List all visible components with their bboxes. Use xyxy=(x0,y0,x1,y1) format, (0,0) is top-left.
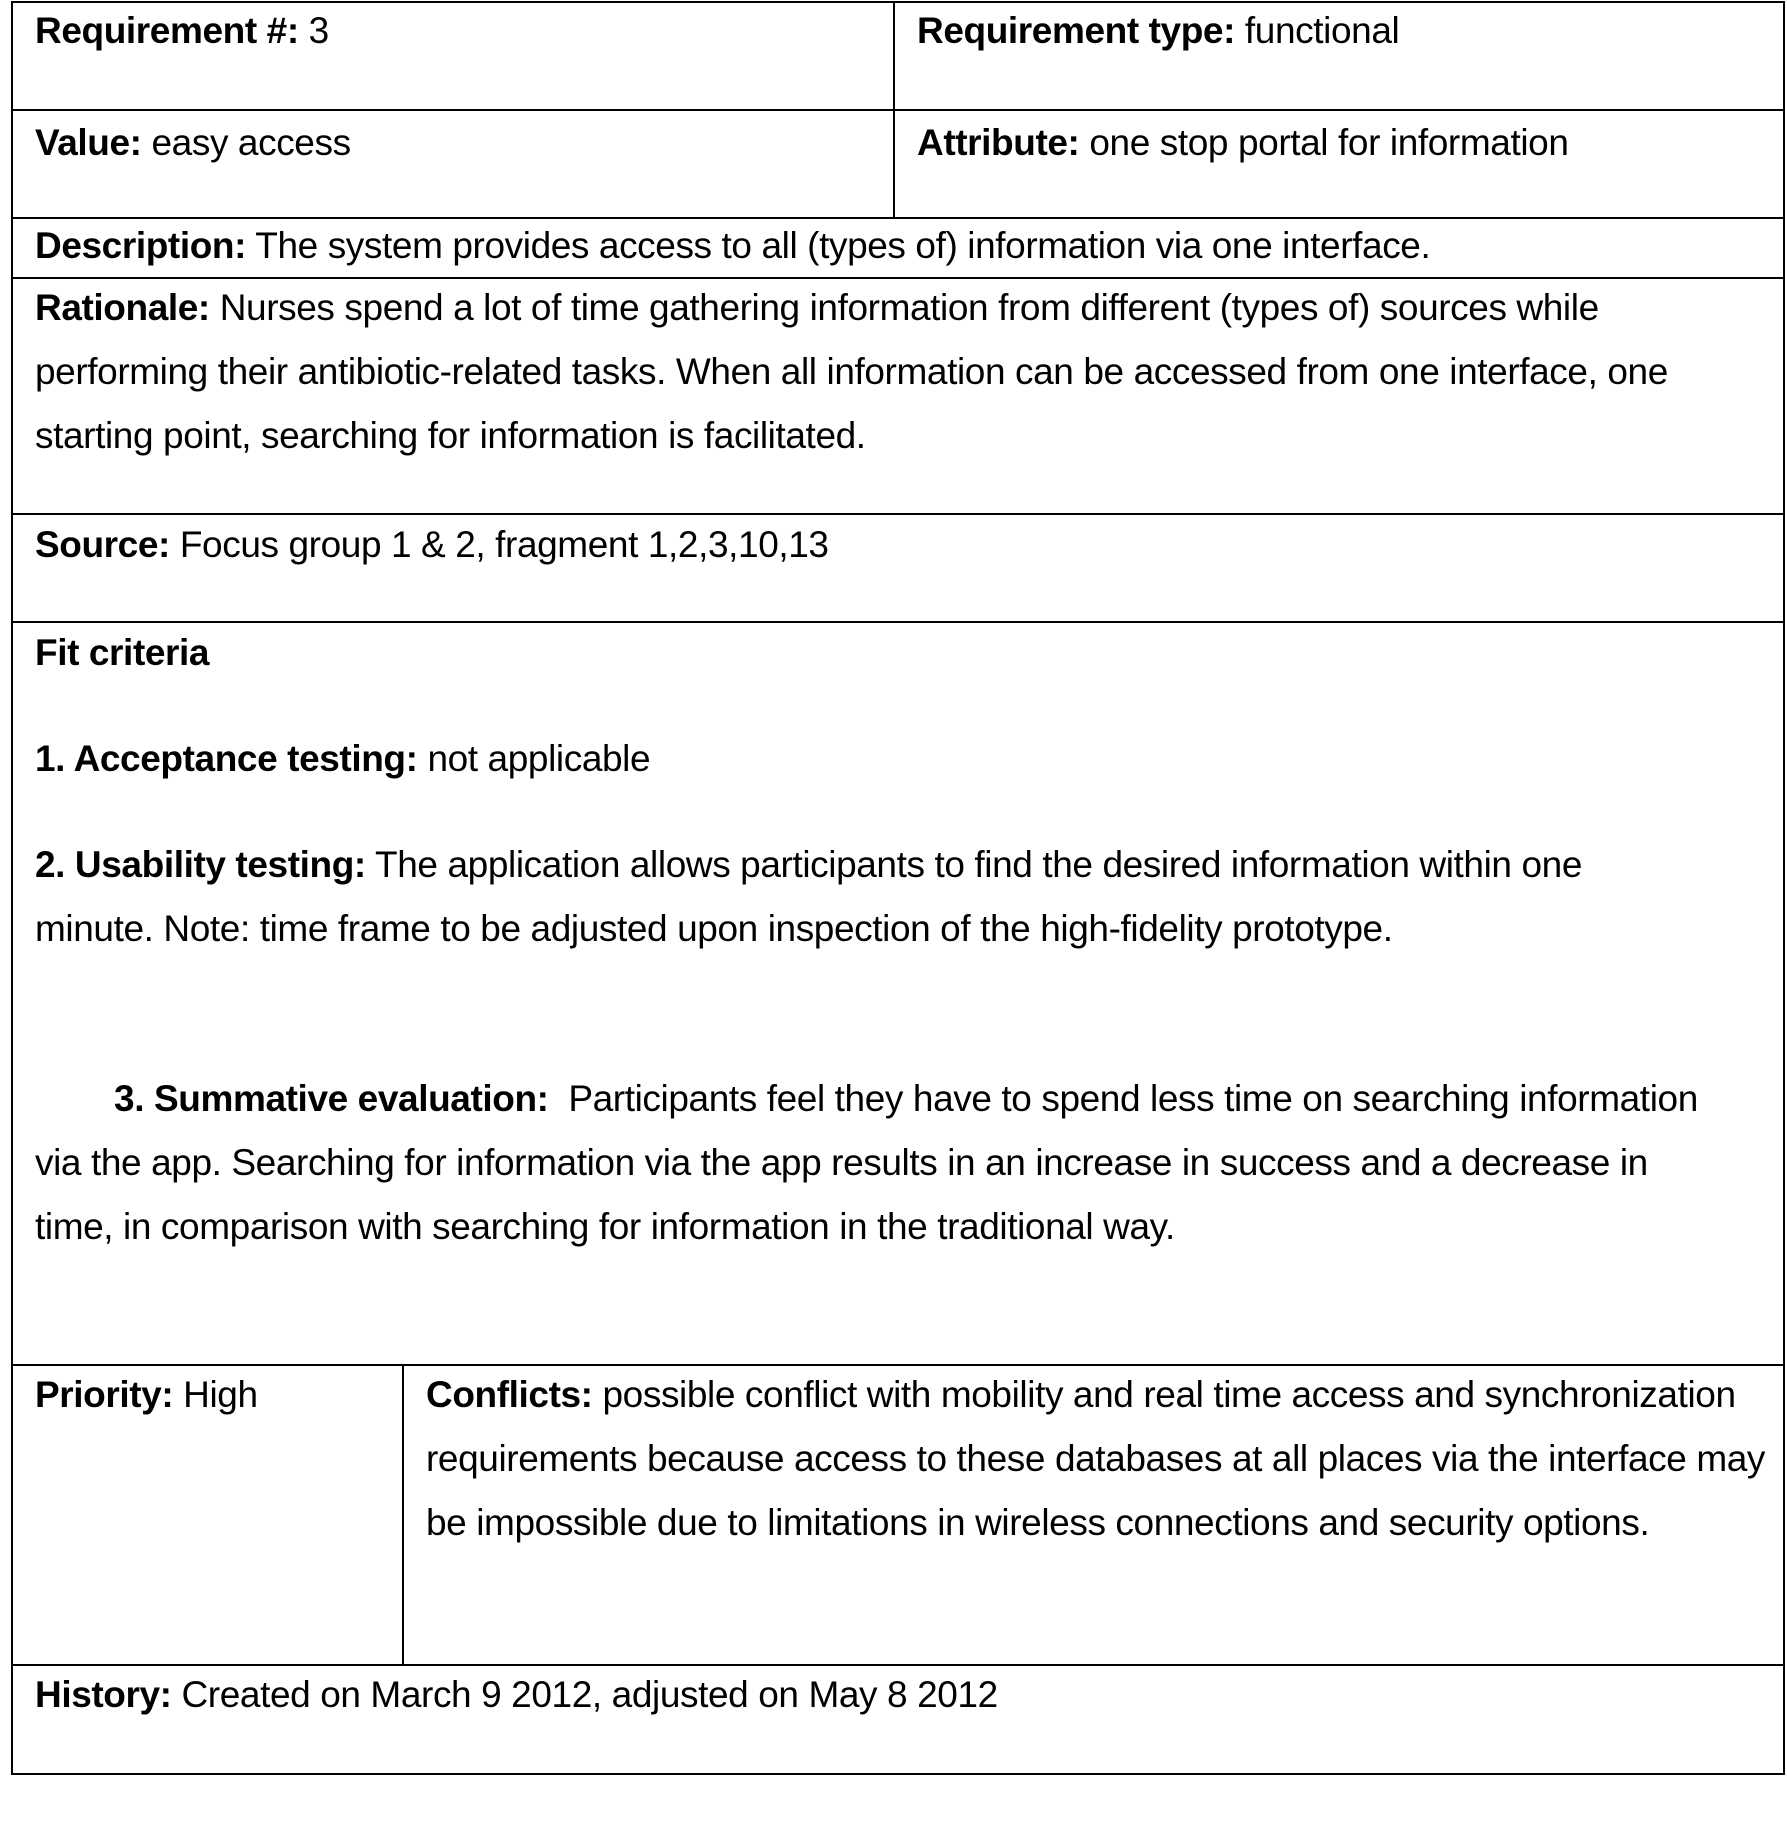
cell-attribute xyxy=(893,111,1783,217)
requirement-type-label: Requirement type: xyxy=(917,10,1236,51)
requirement-table xyxy=(11,1,1785,1775)
cell-description xyxy=(13,219,1783,277)
row-requirement xyxy=(13,1,1783,111)
fit-criteria-item-usability xyxy=(35,833,1723,961)
attribute-value: one stop portal for information xyxy=(1079,122,1569,163)
acceptance-testing-value: not applicable xyxy=(417,738,651,779)
cell-history xyxy=(13,1666,1783,1773)
conflicts-label: Conflicts: xyxy=(426,1374,593,1415)
history-label: History: xyxy=(35,1674,172,1715)
cell-rationale xyxy=(13,279,1783,513)
summative-evaluation-label: 3. Summative evaluation: xyxy=(114,1078,549,1119)
requirement-type-value: functional xyxy=(1235,10,1400,51)
requirement-number-value: 3 xyxy=(298,10,329,51)
rationale-value: Nurses spend a lot of time gathering information from different (types of) sources while performing their antibiotic-related tasks. When all information can be accessed from one interface, one starting point, searching for information is facilitated. xyxy=(35,287,1668,456)
source-label: Source: xyxy=(35,524,170,565)
attribute-text xyxy=(917,111,1783,175)
history-text xyxy=(35,1663,1783,1727)
cell-priority xyxy=(13,1366,402,1664)
cell-conflicts xyxy=(402,1366,1783,1664)
usability-testing-value: The application allows participants to find the desired information within one minute. Note: time frame to be adjusted upon inspection of the high-fidelity prototype. xyxy=(35,844,1583,949)
row-rationale xyxy=(13,277,1783,513)
acceptance-testing-label: 1. Acceptance testing: xyxy=(35,738,418,779)
priority-value: High xyxy=(173,1374,258,1415)
cell-fit-criteria xyxy=(13,623,1783,1364)
requirement-number-label: Requirement #: xyxy=(35,10,299,51)
row-value xyxy=(13,109,1783,217)
fit-criteria-heading: Fit criteria xyxy=(35,632,210,673)
priority-text xyxy=(35,1363,402,1427)
source-text xyxy=(35,513,1783,577)
row-history xyxy=(13,1664,1783,1773)
description-text xyxy=(35,214,1783,278)
requirement-type-text xyxy=(917,0,1783,63)
usability-testing-label: 2. Usability testing: xyxy=(35,844,366,885)
row-source xyxy=(13,513,1783,621)
requirement-number-text xyxy=(35,0,893,63)
rationale-text xyxy=(35,276,1769,468)
row-description xyxy=(13,217,1783,277)
priority-label: Priority: xyxy=(35,1374,174,1415)
row-priority-conflicts xyxy=(13,1364,1783,1664)
cell-source xyxy=(13,515,1783,621)
conflicts-text xyxy=(426,1363,1769,1555)
value-value: easy access xyxy=(141,122,351,163)
fit-criteria-item-summative xyxy=(35,1003,1723,1323)
fit-criteria-item-acceptance xyxy=(35,727,1723,791)
attribute-label: Attribute: xyxy=(917,122,1080,163)
cell-requirement-number xyxy=(13,1,893,111)
value-label: Value: xyxy=(35,122,142,163)
history-value: Created on March 9 2012, adjusted on May 8 2012 xyxy=(171,1674,998,1715)
value-text xyxy=(35,111,893,175)
row-fit-criteria xyxy=(13,621,1783,1364)
cell-value xyxy=(13,111,893,217)
description-value: The system provides access to all (types of) information via one interface. xyxy=(246,225,1431,266)
rationale-label: Rationale: xyxy=(35,287,210,328)
summative-evaluation-value: Participants feel they have to spend less time on searching information via the app. Searching for information via the app results in an increase in success and a decrease in time, in comparison with searching for information in the traditional way. xyxy=(35,1078,1708,1247)
conflicts-value: possible conflict with mobility and real time access and synchronization requirements because access to these databases at all places via the interface may be impossible due to limitations in wireless connections and security options. xyxy=(426,1374,1766,1543)
source-value: Focus group 1 & 2, fragment 1,2,3,10,13 xyxy=(169,524,829,565)
description-label: Description: xyxy=(35,225,247,266)
cell-requirement-type xyxy=(893,1,1783,111)
